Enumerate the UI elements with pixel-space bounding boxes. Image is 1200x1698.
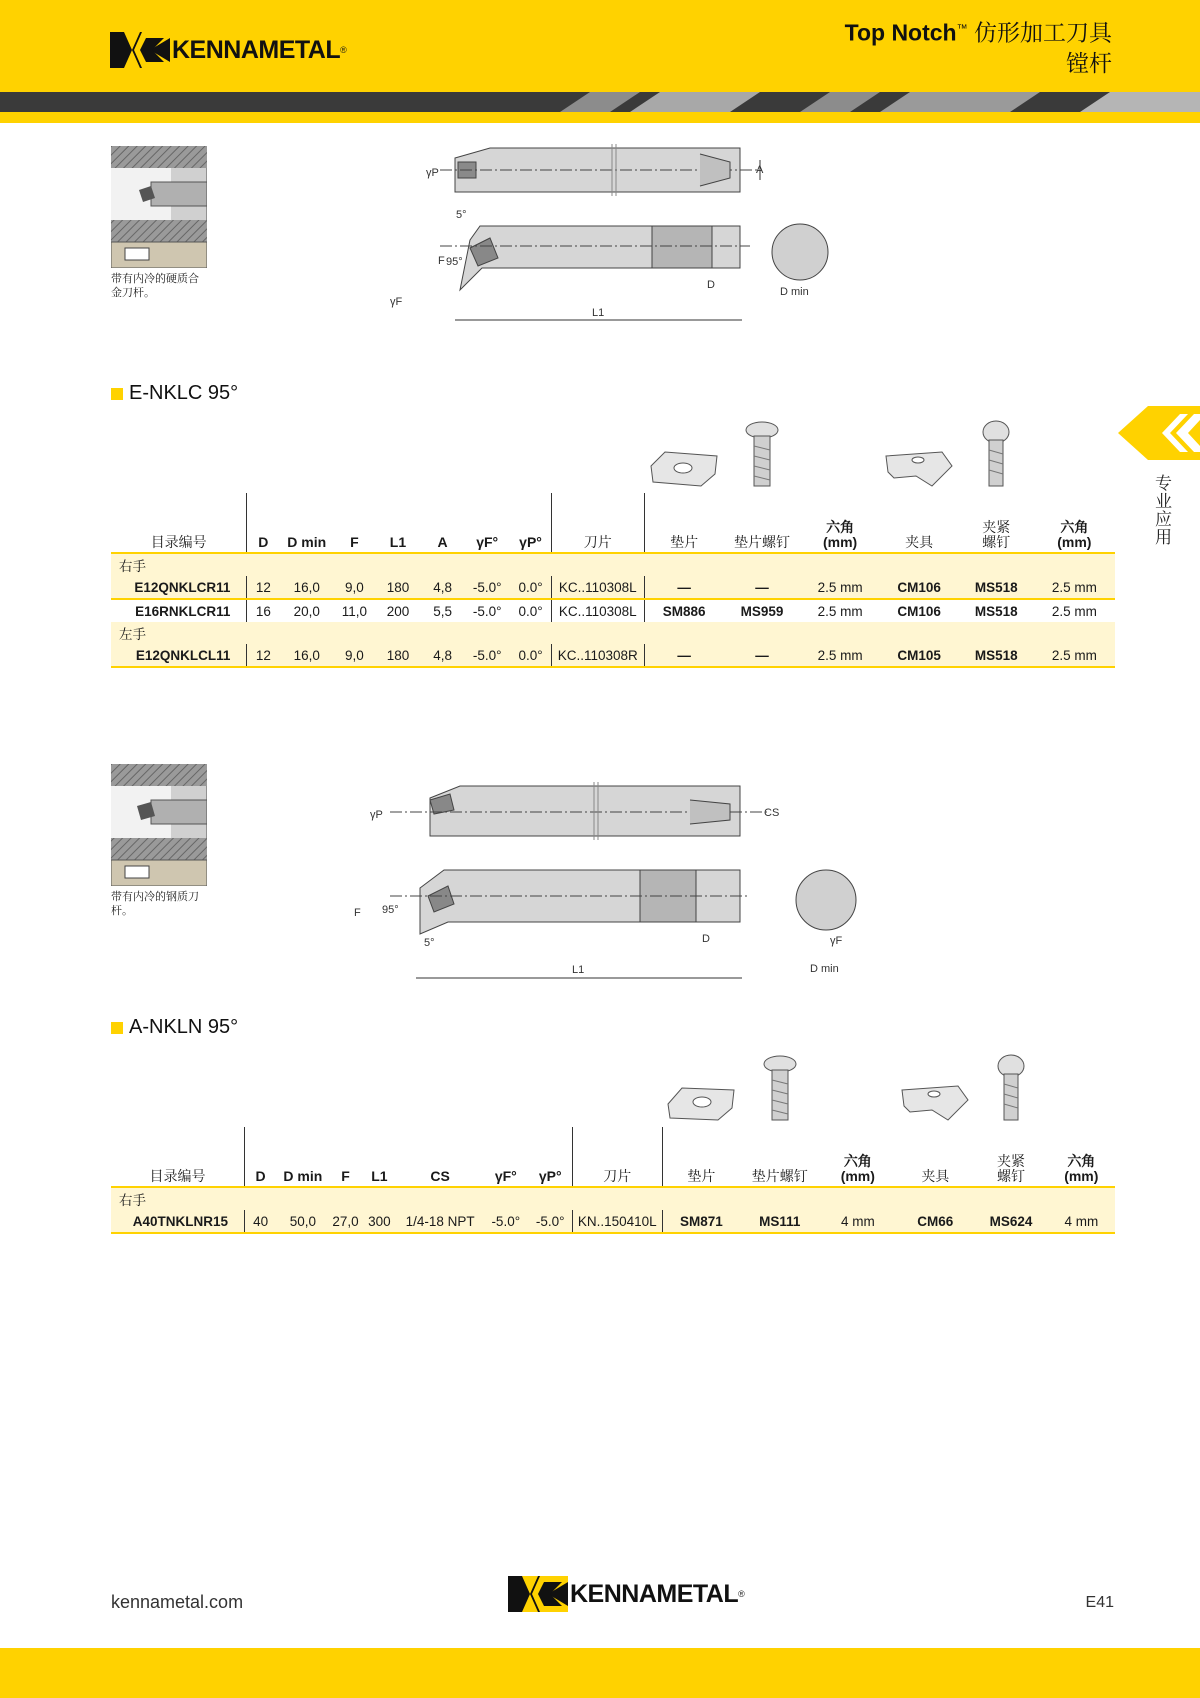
table-cell: SM871 (662, 1210, 740, 1233)
col-a: A (421, 493, 464, 553)
table-cell: 16,0 (279, 644, 334, 667)
section1-title-text: E-NKLC 95° (129, 382, 239, 404)
table-cell: KC..110308R (551, 644, 644, 667)
table-cell: 9,0 (334, 576, 375, 599)
side-tab-label: 专业应用 (1152, 474, 1171, 546)
shim-screw-icon (760, 1054, 800, 1124)
col-gamma-p: γP° (529, 1127, 573, 1187)
drawing2-d-label: D (702, 933, 710, 945)
col-dmin: D min (279, 493, 334, 553)
col-hex-2: 六角 (mm) (1048, 1127, 1115, 1187)
footer-logo-wordmark: KENNAMETAL (570, 1579, 739, 1608)
shim-icon (647, 446, 721, 490)
drawing-5-label: 5° (456, 209, 467, 221)
table-cell: 27,0 (330, 1210, 362, 1233)
table-cell: 2.5 mm (801, 644, 880, 667)
header-accent-line (0, 112, 1200, 123)
table-cell: 2.5 mm (801, 576, 880, 599)
group-label: 右手 (111, 553, 1115, 576)
header-stripe (0, 92, 1200, 112)
table-cell: 5,5 (421, 599, 464, 622)
table-cell: — (723, 644, 800, 667)
col-dmin: D min (276, 1127, 329, 1187)
section1-thumbnail-caption: 带有内冷的硬质合金刀杆。 (111, 273, 199, 299)
table-row (111, 599, 1115, 622)
clamp-screw-icon (976, 420, 1016, 490)
table-cell: 200 (375, 599, 422, 622)
col-hex-2: 六角 (mm) (1034, 493, 1115, 553)
col-clamp: 夹具 (896, 1127, 974, 1187)
col-l1: L1 (375, 493, 422, 553)
group-label-row (111, 553, 1115, 576)
logo-wordmark: KENNAMETAL (172, 35, 341, 64)
section2-header-row (111, 1127, 1115, 1187)
clamp-icon (898, 1080, 972, 1124)
col-gamma-f: γF° (464, 493, 511, 553)
col-l1: L1 (362, 1127, 398, 1187)
col-cs: CS (397, 1127, 483, 1187)
table-cell: -5.0° (464, 576, 511, 599)
table-cell: 4 mm (819, 1210, 896, 1233)
table-cell: MS518 (959, 599, 1034, 622)
col-clamp-screw: 夹紧 螺钉 (959, 493, 1034, 553)
drawing2-gamma-p-label: γP (370, 809, 383, 821)
section1-technical-drawing (380, 140, 840, 330)
section-tab-arrow-icon (1118, 406, 1200, 460)
footer-bar (0, 1648, 1200, 1698)
footer-url[interactable]: kennametal.com (111, 1592, 244, 1612)
drawing2-gamma-f-label: γF (830, 935, 843, 947)
table-cell: SM886 (644, 599, 723, 622)
table-cell: 40 (244, 1210, 276, 1233)
table-cell: 12 (247, 644, 279, 667)
section1-part-icons-row (111, 420, 1115, 493)
brand-tm: ™ (956, 23, 968, 35)
col-hex-1: 六角 (mm) (819, 1127, 896, 1187)
col-clamp-screw: 夹紧 螺钉 (974, 1127, 1047, 1187)
subtitle-cn: 镗杆 (1066, 49, 1112, 76)
catalog-number: E12QNKLCL11 (111, 644, 247, 667)
col-f: F (334, 493, 375, 553)
col-shim: 垫片 (644, 493, 723, 553)
section2-table-body (111, 1187, 1115, 1233)
drawing2-dmin-label: D min (810, 963, 839, 975)
drawing-d-label: D (707, 279, 715, 291)
table-cell: MS518 (959, 576, 1034, 599)
table-cell: CM66 (896, 1210, 974, 1233)
group-label-row (111, 622, 1115, 644)
table-cell: CM106 (880, 576, 959, 599)
table-cell: 4,8 (421, 576, 464, 599)
table-cell: 180 (375, 644, 422, 667)
table-cell: 11,0 (334, 599, 375, 622)
group-label: 左手 (111, 622, 1115, 644)
table-cell: 12 (247, 576, 279, 599)
drawing2-cs-label: CS (764, 807, 780, 819)
col-gamma-p: γP° (511, 493, 552, 553)
table-cell: 9,0 (334, 644, 375, 667)
kennametal-k-icon (110, 30, 170, 70)
shim-icon (664, 1080, 738, 1124)
table-cell: 2.5 mm (801, 599, 880, 622)
table-cell: 4,8 (421, 644, 464, 667)
col-insert: 刀片 (572, 1127, 662, 1187)
table-cell: 300 (362, 1210, 398, 1233)
table-cell: -5.0° (464, 644, 511, 667)
title-cn: 仿形加工刀具 (974, 19, 1112, 46)
table-cell: KN..150410L (572, 1210, 662, 1233)
catalog-number: E12QNKLCR11 (111, 576, 247, 599)
table-cell: 180 (375, 576, 422, 599)
section1-thumbnail (111, 146, 207, 300)
section1-table-body (111, 553, 1115, 667)
table-cell: CM106 (880, 599, 959, 622)
footer-logo (508, 1574, 745, 1614)
drawing-a-label: A (756, 164, 764, 176)
drawing2-f-label: F (354, 907, 361, 919)
col-catalog: 目录编号 (111, 1127, 244, 1187)
table-cell: -5.0° (529, 1210, 573, 1233)
drawing2-5-label: 5° (424, 937, 435, 949)
drawing-gamma-p-label: γP (426, 167, 439, 179)
page-title (845, 14, 1112, 78)
catalog-number: E16RNKLCR11 (111, 599, 247, 622)
table-cell: 2.5 mm (1034, 576, 1115, 599)
col-insert: 刀片 (551, 493, 644, 553)
section2-title-text: A-NKLN 95° (129, 1016, 239, 1038)
table-cell: 0.0° (511, 644, 552, 667)
logo-registered: ® (340, 45, 347, 55)
clamp-screw-icon (991, 1054, 1031, 1124)
table-cell: 2.5 mm (1034, 599, 1115, 622)
table-cell: 50,0 (276, 1210, 329, 1233)
table-cell: — (723, 576, 800, 599)
table-cell: -5.0° (464, 599, 511, 622)
table-cell: 16,0 (279, 576, 334, 599)
table-cell: 4 mm (1048, 1210, 1115, 1233)
group-label: 右手 (111, 1187, 1115, 1210)
section2-spec-table (111, 1054, 1115, 1234)
drawing-gamma-f-label: γF (390, 296, 403, 308)
section1-header-row (111, 493, 1115, 553)
section-marker-icon (111, 1022, 123, 1034)
col-catalog: 目录编号 (111, 493, 247, 553)
group-label-row (111, 1187, 1115, 1210)
page-number: E41 (1085, 1594, 1114, 1611)
page-header (0, 0, 1200, 92)
table-cell: -5.0° (483, 1210, 529, 1233)
table-cell: — (644, 644, 723, 667)
table-cell: KC..110308L (551, 599, 644, 622)
drawing-f-label: F (438, 255, 445, 267)
section2-thumbnail-caption: 带有内冷的钢质刀杆。 (111, 891, 199, 917)
table-row (111, 1210, 1115, 1233)
table-cell: MS959 (723, 599, 800, 622)
col-clamp: 夹具 (880, 493, 959, 553)
boring-bar-carbide-icon (111, 146, 207, 268)
drawing2-l1-label: L1 (572, 964, 585, 976)
col-hex-1: 六角 (mm) (801, 493, 880, 553)
col-f: F (330, 1127, 362, 1187)
footer-logo-registered: ® (738, 1589, 745, 1599)
drawing-dmin-label: D min (780, 286, 809, 298)
col-d: D (244, 1127, 276, 1187)
table-cell: — (644, 576, 723, 599)
col-shim: 垫片 (662, 1127, 740, 1187)
table-cell: 1/4-18 NPT (397, 1210, 483, 1233)
section2-thumbnail (111, 764, 207, 918)
col-shim-screw: 垫片螺钉 (740, 1127, 819, 1187)
drawing-95-label: 95° (446, 256, 463, 268)
table-cell: MS624 (974, 1210, 1047, 1233)
drawing-l1-label: L1 (592, 307, 605, 319)
boring-bar-steel-icon (111, 764, 207, 886)
col-gamma-f: γF° (483, 1127, 529, 1187)
table-cell: MS518 (959, 644, 1034, 667)
shim-screw-icon (742, 420, 782, 490)
catalog-number: A40TNKLNR15 (111, 1210, 244, 1233)
table-cell: CM105 (880, 644, 959, 667)
table-cell: 16 (247, 599, 279, 622)
kennametal-k-icon (508, 1574, 568, 1614)
table-row (111, 576, 1115, 599)
col-d: D (247, 493, 279, 553)
section2-title (111, 1016, 238, 1039)
brand-name: Top Notch (844, 19, 957, 46)
section2-technical-drawing (350, 776, 870, 982)
section1-title (111, 382, 238, 405)
clamp-icon (882, 446, 956, 490)
section1-spec-table (111, 420, 1115, 668)
section-marker-icon (111, 388, 123, 400)
table-cell: 0.0° (511, 576, 552, 599)
table-row (111, 644, 1115, 667)
table-cell: 0.0° (511, 599, 552, 622)
table-cell: KC..110308L (551, 576, 644, 599)
drawing2-95-label: 95° (382, 904, 399, 916)
section2-part-icons-row (111, 1054, 1115, 1127)
kennametal-logo (110, 30, 347, 70)
table-cell: 20,0 (279, 599, 334, 622)
table-cell: 2.5 mm (1034, 644, 1115, 667)
col-shim-screw: 垫片螺钉 (723, 493, 800, 553)
table-cell: MS111 (740, 1210, 819, 1233)
